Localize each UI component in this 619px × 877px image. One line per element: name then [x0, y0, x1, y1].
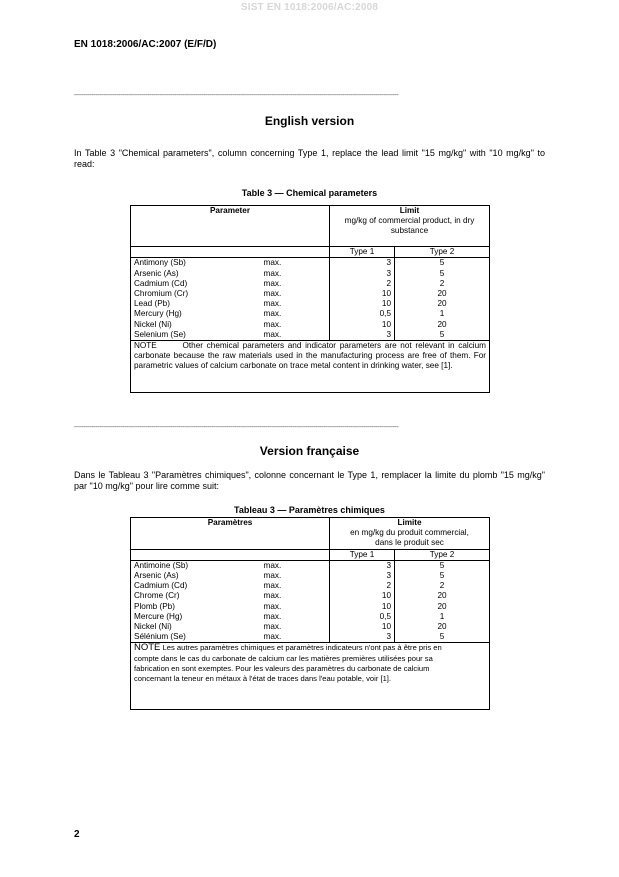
header-type-2: Type 2 — [395, 549, 490, 560]
header-limit-unit: mg/kg of commercial product, in dry substance — [330, 216, 490, 247]
table-row: Mercure (Hg) max. 0,5 1 — [131, 612, 490, 622]
note-text: Other chemical parameters and indicator parameters are not relevant in calcium carbonate because the raw materials used in the manufacturing process are free of them. For parametric values of calcium carbonate on trace metal content in drinking water, see [1]. — [134, 341, 486, 371]
table-row: Cadmium (Cd) max. 2 2 — [131, 279, 490, 289]
table-row: Antimony (Sb) max. 3 5 — [131, 258, 490, 269]
table-row: Cadmium (Cd) max. 2 2 — [131, 581, 490, 591]
separator-line: ------------------------------------------------------------------------------------------------------------------------------------------------------------------------ — [74, 424, 399, 431]
header-type-2: Type 2 — [395, 247, 490, 258]
english-heading: English version — [264, 114, 355, 128]
french-heading: Version française — [259, 444, 360, 458]
english-intro: In Table 3 "Chemical parameters", column concerning Type 1, replace the lead limit "15 mg/kg" with "10 mg/kg" to read: — [74, 148, 545, 169]
separator-line: ------------------------------------------------------------------------------------------------------------------------------------------------------------------------ — [74, 92, 399, 99]
header-limit-unit: en mg/kg du produit commercial, dans le produit sec — [330, 528, 490, 549]
french-intro: Dans le Tableau 3 "Paramètres chimiques", colonne concernant le Type 1, remplacer la limite du plomb "15 mg/kg" par "10 mg/kg" pour lire comme suit: — [74, 470, 545, 491]
table-note — [131, 643, 490, 710]
table-row: Lead (Pb) max. 10 20 — [131, 299, 490, 309]
table-row: Selenium (Se) max. 3 5 — [131, 330, 490, 341]
table-row: Antimoine (Sb) max. 3 5 — [131, 560, 490, 571]
header-parameter: Parameter — [131, 206, 330, 247]
english-table-title: Table 3 — Chemical parameters — [241, 188, 378, 198]
french-chemical-table — [130, 517, 490, 710]
header-limit: Limite — [330, 518, 490, 529]
header-limit: Limit — [330, 206, 490, 217]
table-row: Chrome (Cr) max. 10 20 — [131, 591, 490, 601]
document-reference: EN 1018:2006/AC:2007 (E/F/D) — [74, 39, 217, 50]
watermark: SIST EN 1018:2006/AC:2008 — [240, 2, 379, 13]
note-label: NOTE — [134, 642, 161, 654]
note-text: Les autres paramètres chimiques et paramètres indicateurs n'ont pas à être pris en compte dans le cas du carbonate de calcium car les matières premières utilisées pour sa fabrication en sont exemptes. Pour les valeurs des paramètres du carbonate de calcium concernant la teneur en métaux à l'état de traces dans l'eau potable, voir [1]. — [134, 643, 442, 684]
table-row: Plomb (Pb) max. 10 20 — [131, 602, 490, 612]
table-row: Sélénium (Se) max. 3 5 — [131, 632, 490, 643]
table-row: Arsenic (As) max. 3 5 — [131, 269, 490, 279]
header-type-1: Type 1 — [330, 549, 395, 560]
header-parameter: Paramètres — [131, 518, 330, 550]
table-row: Nickel (Ni) max. 10 20 — [131, 622, 490, 632]
table-note — [131, 341, 490, 393]
table-row: Mercury (Hg) max. 0,5 1 — [131, 309, 490, 319]
english-chemical-table — [130, 205, 490, 393]
page-number: 2 — [74, 829, 80, 840]
note-label: NOTE — [134, 341, 157, 351]
french-table-title: Tableau 3 — Paramètres chimiques — [234, 505, 385, 515]
table-row: Chromium (Cr) max. 10 20 — [131, 289, 490, 299]
table-row: Nickel (Ni) max. 10 20 — [131, 320, 490, 330]
header-type-1: Type 1 — [330, 247, 395, 258]
table-row: Arsenic (As) max. 3 5 — [131, 571, 490, 581]
